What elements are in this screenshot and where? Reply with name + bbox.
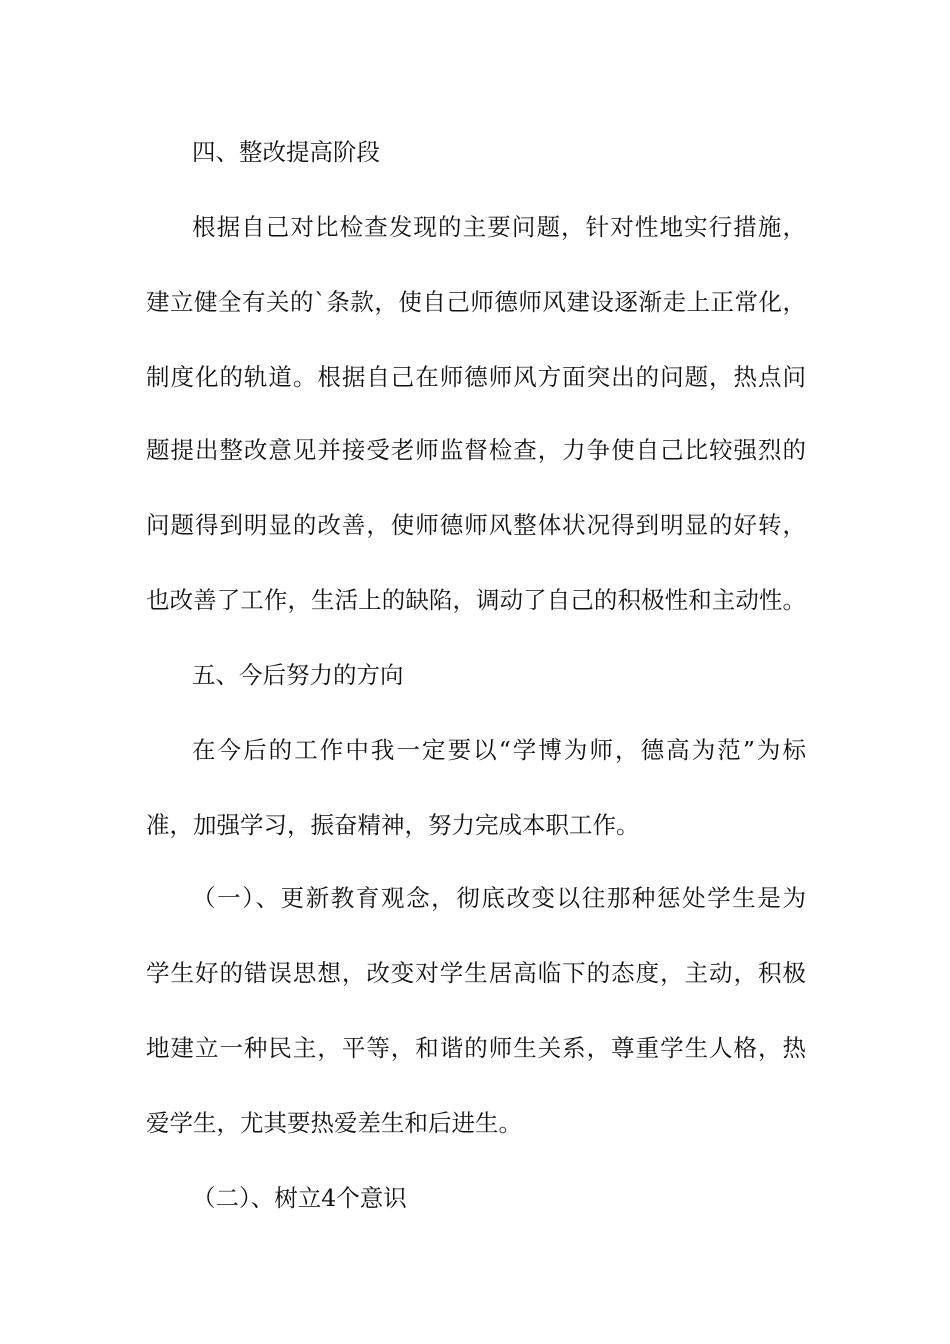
paragraph-line: 根据自己对比检查发现的主要问题，针对性地实行措施， — [192, 213, 806, 241]
section-heading-5: 五、今后努力的方向 — [192, 661, 404, 689]
paragraph-line: 爱学生，尤其要热爱差生和后进生。 — [146, 1109, 522, 1137]
paragraph-line: 学生好的错误思想，改变对学生居高临下的态度，主动，积极 — [146, 959, 806, 987]
paragraph-line: 制度化的轨道。根据自己在师德师风方面突出的问题，热点问 — [146, 363, 806, 391]
paragraph-line: 问题得到明显的改善，使师德师风整体状况得到明显的好转， — [146, 511, 806, 539]
subsection-heading-2: （二）、树立4个意识 — [192, 1184, 407, 1212]
paragraph-line: 准，加强学习，振奋精神，努力完成本职工作。 — [146, 811, 640, 839]
paragraph-line: 也改善了工作，生活上的缺陷，调动了自己的积极性和主动性。 — [146, 586, 806, 614]
paragraph-line: （一）、更新教育观念，彻底改变以往那种惩处学生是为 — [192, 884, 806, 912]
section-heading-4: 四、整改提高阶段 — [192, 138, 380, 166]
paragraph-line: 地建立一种民主，平等，和谐的师生关系，尊重学生人格，热 — [146, 1034, 806, 1062]
paragraph-line: 在今后的工作中我一定要以“学博为师，德高为范”为标 — [192, 736, 806, 764]
paragraph-line: 题提出整改意见并接受老师监督检查，力争使自己比较强烈的 — [146, 436, 806, 464]
paragraph-line: 建立健全有关的`条款，使自己师德师风建设逐渐走上正常化， — [146, 288, 806, 316]
